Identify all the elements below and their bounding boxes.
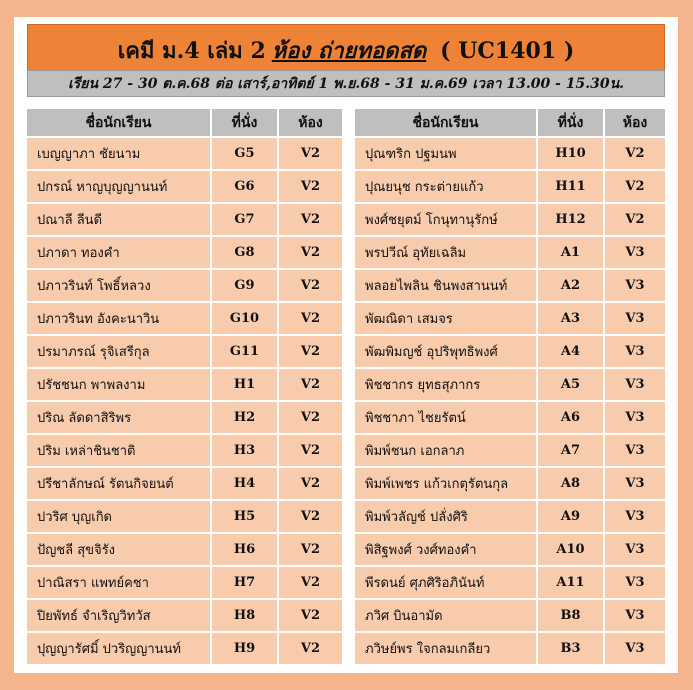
table-row bbox=[355, 466, 665, 499]
seat-cell: G11 bbox=[212, 334, 279, 367]
student-name: ปุณยนุช กระต่ายแก้ว bbox=[355, 169, 538, 202]
header-seat: ที่นั่ง bbox=[538, 109, 605, 136]
room-cell: V3 bbox=[605, 598, 665, 631]
table-row bbox=[27, 136, 342, 169]
seat-cell: H4 bbox=[212, 466, 279, 499]
student-name: ปภาวรินท์ โพธิ์หลวง bbox=[27, 268, 212, 301]
room-cell: V3 bbox=[605, 466, 665, 499]
table-row bbox=[355, 499, 665, 532]
room-cell: V2 bbox=[605, 136, 665, 169]
seat-cell: A6 bbox=[538, 400, 605, 433]
room-cell: V2 bbox=[279, 235, 342, 268]
student-name: พัฒณิดา เสมจร bbox=[355, 301, 538, 334]
table-row bbox=[27, 499, 342, 532]
table-row bbox=[355, 235, 665, 268]
student-name: ปุณฑริก ปฐมนพ bbox=[355, 136, 538, 169]
room-cell: V2 bbox=[279, 466, 342, 499]
table-row bbox=[355, 631, 665, 664]
table-row bbox=[27, 202, 342, 235]
room-cell: V2 bbox=[279, 268, 342, 301]
student-name: ปุญญารัศมิ์ ปวริญญานนท์ bbox=[27, 631, 212, 664]
table-row bbox=[27, 433, 342, 466]
seat-cell: A11 bbox=[538, 565, 605, 598]
header-room: ห้อง bbox=[605, 109, 665, 136]
right-student-table bbox=[355, 109, 665, 664]
student-name: ปิยพัทธ์ จำเริญวิทวัส bbox=[27, 598, 212, 631]
room-cell: V3 bbox=[605, 565, 665, 598]
student-name: ปวริศ บุญเกิด bbox=[27, 499, 212, 532]
student-name: พัฒพิมญช์ อุปริพุทธิพงศ์ bbox=[355, 334, 538, 367]
table-row bbox=[27, 466, 342, 499]
room-cell: V2 bbox=[279, 301, 342, 334]
room-cell: V3 bbox=[605, 367, 665, 400]
room-cell: V2 bbox=[279, 202, 342, 235]
room-cell: V2 bbox=[279, 169, 342, 202]
table-row bbox=[355, 532, 665, 565]
table-row bbox=[355, 334, 665, 367]
title-room: ห้อง ถ่ายทอดสด bbox=[271, 38, 427, 64]
room-cell: V2 bbox=[279, 598, 342, 631]
table-row bbox=[355, 202, 665, 235]
student-name: ปรมาภรณ์ รุจิเสรีกุล bbox=[27, 334, 212, 367]
seat-cell: G5 bbox=[212, 136, 279, 169]
seat-cell: H9 bbox=[212, 631, 279, 664]
room-cell: V3 bbox=[605, 334, 665, 367]
student-name: พลอยไพลิน ชินพงสานนท์ bbox=[355, 268, 538, 301]
student-name: พีรดนย์ ศุภศิริอภินันท์ bbox=[355, 565, 538, 598]
header-seat: ที่นั่ง bbox=[212, 109, 279, 136]
header-name: ชื่อนักเรียน bbox=[27, 109, 212, 136]
seat-cell: G6 bbox=[212, 169, 279, 202]
header-room: ห้อง bbox=[279, 109, 342, 136]
room-cell: V2 bbox=[279, 532, 342, 565]
table-header-row bbox=[355, 109, 665, 136]
seat-cell: A9 bbox=[538, 499, 605, 532]
table-header-row bbox=[27, 109, 342, 136]
seat-cell: A7 bbox=[538, 433, 605, 466]
seat-cell: H6 bbox=[212, 532, 279, 565]
room-cell: V3 bbox=[605, 532, 665, 565]
room-cell: V2 bbox=[279, 499, 342, 532]
room-cell: V2 bbox=[605, 202, 665, 235]
seat-cell: H8 bbox=[212, 598, 279, 631]
left-student-table bbox=[27, 109, 342, 664]
seat-cell: B3 bbox=[538, 631, 605, 664]
student-name: ปรัชชนก พาพลงาม bbox=[27, 367, 212, 400]
table-row bbox=[355, 565, 665, 598]
title-prefix: เคมี ม.4 เล่ม 2 bbox=[117, 38, 266, 64]
room-cell: V3 bbox=[605, 235, 665, 268]
seat-cell: A1 bbox=[538, 235, 605, 268]
student-name: ภวิษย์พร ใจกลมเกลียว bbox=[355, 631, 538, 664]
table-row bbox=[355, 136, 665, 169]
seat-cell: H7 bbox=[212, 565, 279, 598]
seat-cell: A4 bbox=[538, 334, 605, 367]
table-row bbox=[27, 334, 342, 367]
student-name: ปกรณ์ หาญบุญญานนท์ bbox=[27, 169, 212, 202]
student-name: ปภาวรินท อังคะนาวิน bbox=[27, 301, 212, 334]
table-row bbox=[355, 367, 665, 400]
seat-cell: A10 bbox=[538, 532, 605, 565]
schedule-subtitle: เรียน 27 - 30 ต.ค.68 ต่อ เสาร์,อาทิตย์ 1 พ.ย.68 - 31 ม.ค.69 เวลา 13.00 - 15.30น. bbox=[27, 70, 665, 97]
table-row bbox=[355, 433, 665, 466]
document-frame bbox=[14, 17, 678, 673]
room-cell: V3 bbox=[605, 433, 665, 466]
room-cell: V3 bbox=[605, 499, 665, 532]
student-name: พิสิฐพงศ์ วงศ์ทองคำ bbox=[355, 532, 538, 565]
student-name: พงศ์ชยุตม์ โกนุทานุรักษ์ bbox=[355, 202, 538, 235]
table-row bbox=[27, 169, 342, 202]
seat-cell: G10 bbox=[212, 301, 279, 334]
student-name: ปณาลี ลีนดี bbox=[27, 202, 212, 235]
seat-cell: H1 bbox=[212, 367, 279, 400]
seat-cell: H12 bbox=[538, 202, 605, 235]
room-cell: V2 bbox=[279, 565, 342, 598]
seat-cell: G9 bbox=[212, 268, 279, 301]
table-row bbox=[355, 169, 665, 202]
room-cell: V2 bbox=[605, 169, 665, 202]
table-row bbox=[27, 268, 342, 301]
room-cell: V3 bbox=[605, 301, 665, 334]
table-row bbox=[27, 367, 342, 400]
seat-cell: A5 bbox=[538, 367, 605, 400]
room-cell: V2 bbox=[279, 433, 342, 466]
seat-cell: H10 bbox=[538, 136, 605, 169]
room-cell: V2 bbox=[279, 136, 342, 169]
table-row bbox=[27, 598, 342, 631]
seat-cell: B8 bbox=[538, 598, 605, 631]
seat-cell: G7 bbox=[212, 202, 279, 235]
room-cell: V3 bbox=[605, 268, 665, 301]
title-code: ( UC1401 ) bbox=[440, 37, 575, 64]
table-row bbox=[27, 400, 342, 433]
student-name: เบญญาภา ชัยนาม bbox=[27, 136, 212, 169]
student-name: ปรีชาลักษณ์ รัตนกิจยนต์ bbox=[27, 466, 212, 499]
room-cell: V2 bbox=[279, 631, 342, 664]
room-cell: V3 bbox=[605, 400, 665, 433]
seat-cell: G8 bbox=[212, 235, 279, 268]
student-name: ปภาดา ทองคำ bbox=[27, 235, 212, 268]
room-cell: V2 bbox=[279, 400, 342, 433]
student-name: ปริม เหล่าชินชาติ bbox=[27, 433, 212, 466]
header-name: ชื่อนักเรียน bbox=[355, 109, 538, 136]
table-row bbox=[27, 532, 342, 565]
seat-cell: H5 bbox=[212, 499, 279, 532]
room-cell: V3 bbox=[605, 631, 665, 664]
student-name: ปาณิสรา แพทย์คชา bbox=[27, 565, 212, 598]
table-row bbox=[355, 598, 665, 631]
seat-cell: H2 bbox=[212, 400, 279, 433]
table-row bbox=[27, 631, 342, 664]
room-cell: V2 bbox=[279, 334, 342, 367]
student-name: ปัญชลี สุขจิรัง bbox=[27, 532, 212, 565]
table-row bbox=[355, 400, 665, 433]
table-row bbox=[355, 301, 665, 334]
seat-cell: A8 bbox=[538, 466, 605, 499]
seat-cell: H3 bbox=[212, 433, 279, 466]
student-name: พิมพ์วลัญช์ ปลั่งศิริ bbox=[355, 499, 538, 532]
seat-cell: A2 bbox=[538, 268, 605, 301]
table-row bbox=[27, 235, 342, 268]
student-name: พิชชากร ยุทธสุภากร bbox=[355, 367, 538, 400]
table-row bbox=[355, 268, 665, 301]
table-row bbox=[27, 301, 342, 334]
student-name: พิชชาภา ไชยรัตน์ bbox=[355, 400, 538, 433]
student-name: ปริณ ลัดดาสิริพร bbox=[27, 400, 212, 433]
table-row bbox=[27, 565, 342, 598]
room-cell: V2 bbox=[279, 367, 342, 400]
student-name: พิมพ์ชนก เอกลาภ bbox=[355, 433, 538, 466]
seat-cell: H11 bbox=[538, 169, 605, 202]
student-name: พรปวีณ์ อุทัยเฉลิม bbox=[355, 235, 538, 268]
student-name: พิมพ์เพชร แก้วเกตุรัตนกุล bbox=[355, 466, 538, 499]
seat-cell: A3 bbox=[538, 301, 605, 334]
student-name: ภวิศ บินอามัด bbox=[355, 598, 538, 631]
